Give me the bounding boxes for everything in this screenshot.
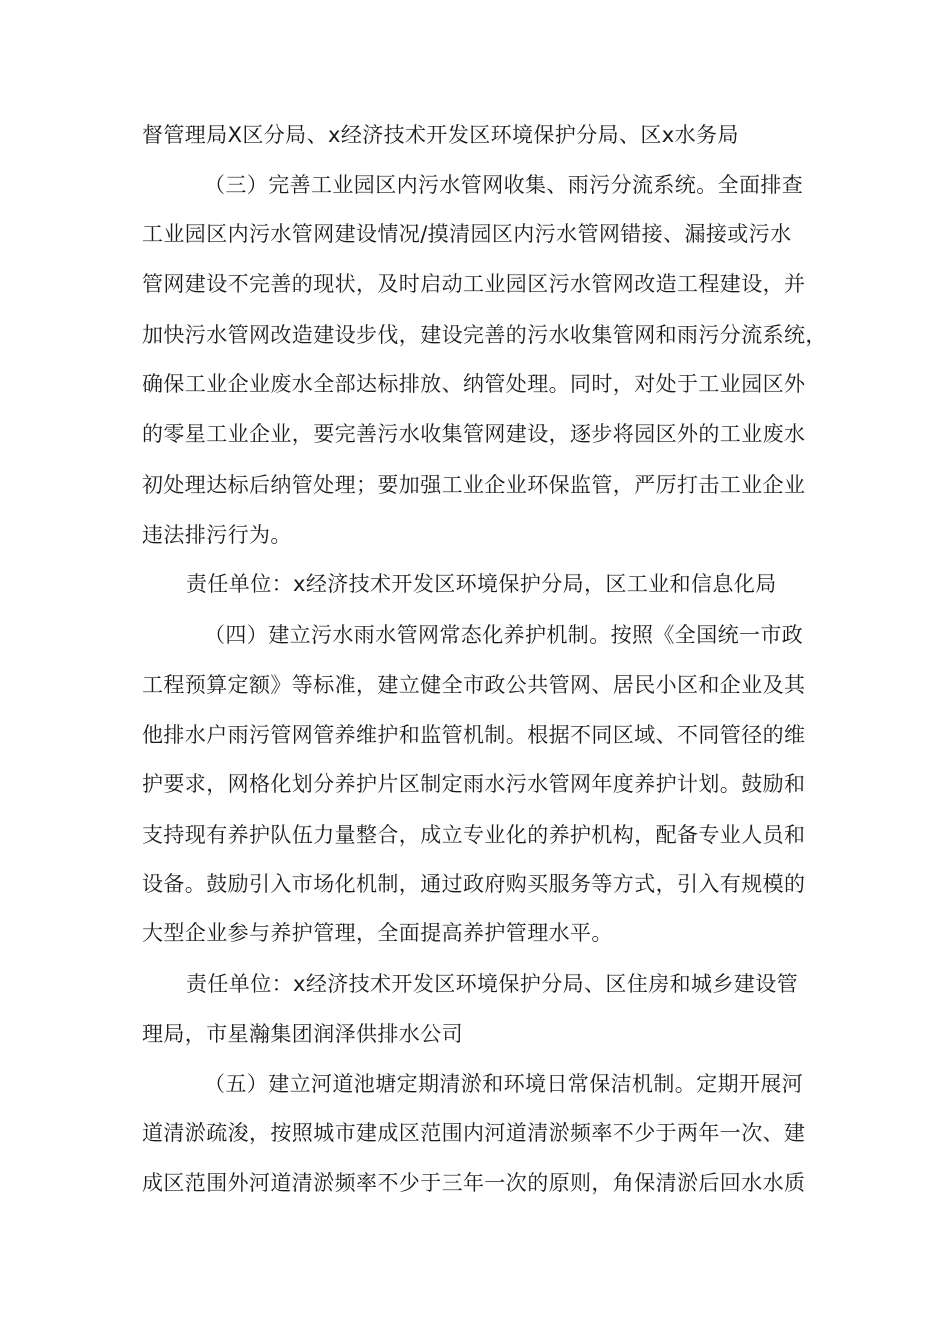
text-line: 工业园区内污水管网建设情况/摸清园区内污水管网错接、漏接或污水 [142, 222, 792, 246]
text-line: 督管理局Ⅹ区分局、ⅹ经济技术开发区环境保护分局、区ⅹ水务局 [142, 123, 739, 147]
responsibility-line: 责任单位：ⅹ经济技术开发区环境保护分局，区工业和信息化局 [186, 572, 777, 596]
text-line: 支持现有养护队伍力量整合，成立专业化的养护机构，配备专业人员和 [142, 823, 806, 847]
section-heading-line: （四）建立污水雨水管网常态化养护机制。按照《全国统一市政 [204, 623, 804, 647]
text-line: 大型企业参与养护管理，全面提高养护管理水平。 [142, 921, 613, 945]
text-line: 他排水户雨污管网管养维护和监管机制。根据不同区域、不同管径的维 [142, 723, 806, 747]
text-line: 加快污水管网改造建设步伐，建设完善的污水收集管网和雨污分流系统， [142, 323, 827, 347]
text-line: 工程预算定额》等标准，建立健全市政公共管网、居民小区和企业及其 [142, 673, 806, 697]
text-line: 护要求，网格化划分养护片区制定雨水污水管网年度养护计划。鼓励和 [142, 772, 806, 796]
responsibility-line: 责任单位：ⅹ经济技术开发区环境保护分局、区住房和城乡建设管 [186, 972, 799, 996]
text-line: 管网建设不完善的现状，及时启动工业园区污水管网改造工程建设，并 [142, 272, 806, 296]
text-line: 成区范围外河道清淤频率不少于三年一次的原则，角保清淤后回水水质 [142, 1171, 806, 1195]
text-line: 初处理达标后纳管处理；要加强工业企业环保监管，严厉打击工业企业 [142, 473, 806, 497]
section-heading-line: （五）建立河道池塘定期清淤和环境日常保洁机制。定期开展河 [204, 1072, 804, 1096]
text-line: 道清淤疏浚，按照城市建成区范围内河道清淤频率不少于两年一次、建 [142, 1121, 806, 1145]
text-line: 设备。鼓励引入市场化机制，通过政府购买服务等方式，引入有规模的 [142, 872, 806, 896]
text-line: 的零星工业企业，要完善污水收集管网建设，逐步将园区外的工业废水 [142, 422, 806, 446]
text-line: 违法排污行为。 [142, 523, 292, 547]
section-heading-line: （三）完善工业园区内污水管网收集、雨污分流系统。全面排查 [204, 173, 804, 197]
text-line: 确保工业企业废水全部达标排放、纳管处理。同时，对处于工业园区外 [142, 372, 806, 396]
text-line: 理局，市星瀚集团润泽供排水公司 [142, 1022, 463, 1046]
